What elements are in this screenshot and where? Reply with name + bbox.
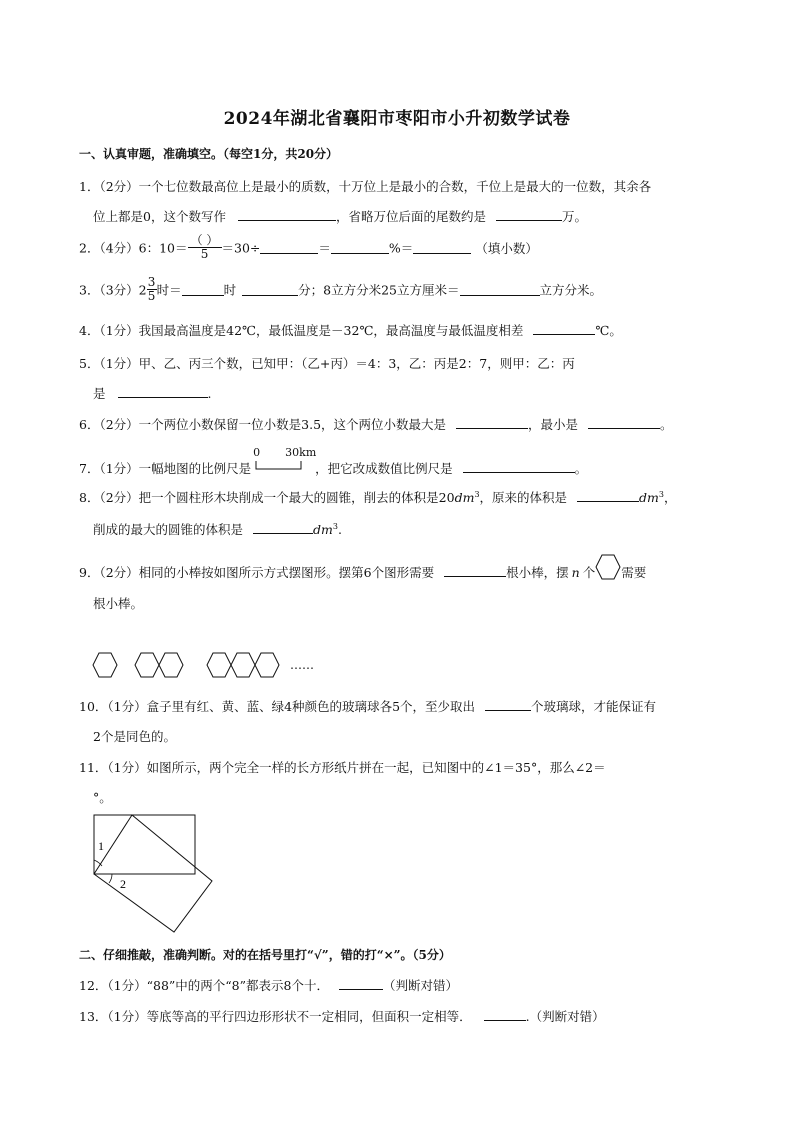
question-7 — [79, 446, 588, 477]
question-5-text-b: . — [207, 386, 212, 401]
question-2-answer-blank-2[interactable] — [331, 241, 389, 254]
question-3-answer-blank-2[interactable] — [242, 283, 298, 296]
question-3-text-c: 分；8立方分米25立方厘米＝ — [298, 282, 460, 298]
scale-bar-km-label: 30km — [285, 446, 317, 459]
section-heading-judgment: 二、仔细推敲，准确判断。对的在括号里打“√”，错的打“×”。（5分） — [79, 948, 451, 962]
question-9-text-c: 个 — [582, 565, 596, 580]
question-4-unit: ℃。 — [595, 323, 622, 338]
question-2-text-div: ＝30÷ — [221, 240, 261, 256]
question-13-text: 13．（1分）等底等高的平行四边形形状不一定相同，但面积一定相等． — [79, 1009, 472, 1024]
question-7-answer-blank[interactable] — [463, 460, 575, 473]
hexagon-2b — [159, 653, 183, 677]
question-6-text-c: 。 — [660, 417, 673, 432]
question-9-line-1 — [79, 563, 646, 581]
question-6 — [79, 415, 673, 433]
question-3-text-d: 立方分米。 — [539, 282, 603, 298]
question-13-hint: .（判断对错） — [525, 1009, 605, 1024]
question-2-fraction-numerator[interactable]: （ ） — [190, 233, 219, 247]
question-2-fraction — [188, 234, 222, 261]
question-3 — [79, 276, 602, 303]
question-9-text-e: 根小棒。 — [93, 596, 144, 611]
question-12-answer-blank[interactable] — [339, 977, 383, 990]
page-title: 2024年湖北省襄阳市枣阳市小升初数学试卷 — [223, 109, 571, 129]
angle-2-arc — [109, 874, 112, 883]
question-8-unit-1: dm — [454, 490, 475, 505]
question-1-text-c: 万。 — [561, 209, 587, 224]
section-heading-fill-in: 一、认真审题，准确填空。（每空1分，共20分） — [79, 147, 339, 161]
question-3-prefix: 3．（3分）2 — [79, 282, 147, 298]
question-9-text-d: 需要 — [621, 565, 647, 580]
question-1-answer-blank-2[interactable] — [496, 208, 562, 221]
question-1-text-a: 位上都是0，这个数写作 — [93, 209, 226, 224]
question-8-exponent-1: 3 — [474, 489, 480, 499]
question-12-text: 12．（1分）“88”中的两个“8”都表示8个十． — [79, 978, 329, 993]
question-7-text-b: ，把它改成数值比例尺是 — [315, 461, 453, 476]
hexagon-3a — [207, 653, 231, 677]
question-9-line-2 — [93, 594, 143, 612]
question-4-answer-blank[interactable] — [533, 322, 595, 335]
question-4-text: 4．（1分）我国最高温度是42℃，最低温度是－32℃，最高温度与最低温度相差 — [79, 323, 524, 338]
question-8-text-b: ，原来的体积是 — [479, 490, 568, 505]
question-13 — [79, 1007, 605, 1025]
question-10-line-2: 2个是同色的。 — [93, 729, 176, 744]
question-8-answer-blank-1[interactable] — [577, 489, 639, 502]
question-1-text-b: ，省略万位后面的尾数约是 — [335, 209, 486, 224]
question-6-answer-blank-2[interactable] — [588, 416, 660, 429]
question-3-answer-blank-1[interactable] — [182, 283, 224, 296]
question-5-answer-blank[interactable] — [118, 385, 208, 398]
question-8-answer-blank-2[interactable] — [253, 521, 313, 534]
question-2-suffix: （填小数） — [475, 240, 538, 256]
question-12-hint: （判断对错） — [382, 978, 458, 993]
question-8-text-c: 削成的最大的圆锥的体积是 — [93, 522, 244, 537]
hexagon-1 — [93, 653, 117, 677]
question-5-text-a: 是 — [93, 386, 106, 401]
question-3-text-a: 时＝ — [156, 282, 182, 298]
question-9-text-b: 根小棒，摆 — [506, 565, 569, 580]
question-2-answer-blank-1[interactable] — [260, 241, 318, 254]
hexagon-3c — [255, 653, 279, 677]
question-8-period: . — [337, 522, 342, 537]
question-7-text-a: 7．（1分）一幅地图的比例尺是 — [79, 461, 252, 476]
question-12 — [79, 976, 458, 994]
hexagon-pattern-figure — [92, 652, 292, 680]
question-8-exponent-2: 3 — [658, 489, 664, 499]
scale-bar-line — [255, 459, 303, 471]
question-3-answer-blank-3[interactable] — [460, 283, 540, 296]
question-7-scale-bar — [251, 446, 317, 473]
rectangle-horizontal — [94, 815, 195, 874]
question-3-text-b: 时 — [223, 282, 237, 298]
question-6-text-a: 6．（2分）一个两位小数保留一位小数是3.5，这个两位小数最大是 — [79, 417, 447, 432]
question-3-fraction-numerator: 3 — [147, 275, 156, 289]
question-8-comma: ， — [663, 490, 677, 505]
question-13-answer-blank[interactable] — [484, 1008, 526, 1021]
question-1-line-2 — [93, 207, 587, 225]
angle-2-label: 2 — [120, 877, 126, 891]
question-9-answer-blank-1[interactable] — [444, 564, 506, 577]
hexagon-3b — [231, 653, 255, 677]
question-10-text-b: 个玻璃球，才能保证有 — [531, 699, 657, 714]
scale-bar-zero-label: 0 — [253, 446, 261, 459]
question-7-text-c: 。 — [574, 461, 588, 476]
question-1-line-1: 1．（2分）一个七位数最高位上是最小的质数，十万位上是最小的合数，千位上是最大的一位数，其余各 — [79, 179, 652, 194]
question-8-line-2 — [93, 520, 342, 538]
question-2-fraction-denominator: 5 — [200, 247, 209, 261]
question-2-prefix: 2．（4分）6：10＝ — [79, 240, 188, 256]
question-3-mixed-fraction — [147, 276, 157, 303]
question-8-unit-3: dm — [313, 522, 333, 537]
question-9-variable-n: n — [571, 565, 580, 580]
question-2-text-pct: %＝ — [388, 240, 414, 256]
question-8-unit-2: dm — [639, 490, 659, 505]
question-9-text-a: 9．（2分）相同的小棒按如图所示方式摆图形。摆第6个图形需要 — [79, 565, 435, 580]
question-3-fraction-denominator: 5 — [147, 289, 156, 303]
question-11-line-2: °。 — [93, 790, 112, 805]
question-2 — [79, 234, 538, 261]
question-6-answer-blank-1[interactable] — [456, 416, 528, 429]
pattern-ellipsis: …… — [290, 658, 314, 672]
question-1-answer-blank-1[interactable] — [238, 208, 336, 221]
question-8-line-1 — [79, 488, 677, 506]
question-2-answer-blank-3[interactable] — [413, 241, 471, 254]
angle-1-label: 1 — [98, 839, 104, 853]
question-4 — [79, 321, 622, 339]
question-10-line-1 — [79, 697, 656, 715]
rectangles-angle-figure — [88, 810, 220, 935]
question-5-line-1: 5．（1分）甲、乙、丙三个数，已知甲：（乙+丙）＝4：3，乙：丙是2：7，则甲：乙：丙 — [79, 356, 575, 371]
question-10-text-a: 10．（1分）盒子里有红、黄、蓝、绿4种颜色的玻璃球各5个，至少取出 — [79, 699, 476, 714]
question-11-line-1: 11．（1分）如图所示，两个完全一样的长方形纸片拼在一起，已知图中的∠1＝35°，那么∠2＝ — [79, 760, 606, 775]
question-5-line-2 — [93, 384, 211, 402]
question-10-answer-blank[interactable] — [485, 698, 531, 711]
question-8-exponent-3: 3 — [332, 521, 338, 531]
hexagon-2a — [135, 653, 159, 677]
question-8-text-a: 8．（2分）把一个圆柱形木块削成一个最大的圆锥，削去的体积是20 — [79, 490, 455, 505]
question-6-text-b: ，最小是 — [528, 417, 579, 432]
question-2-text-eq: ＝ — [318, 240, 331, 256]
hexagon-icon — [595, 554, 621, 580]
